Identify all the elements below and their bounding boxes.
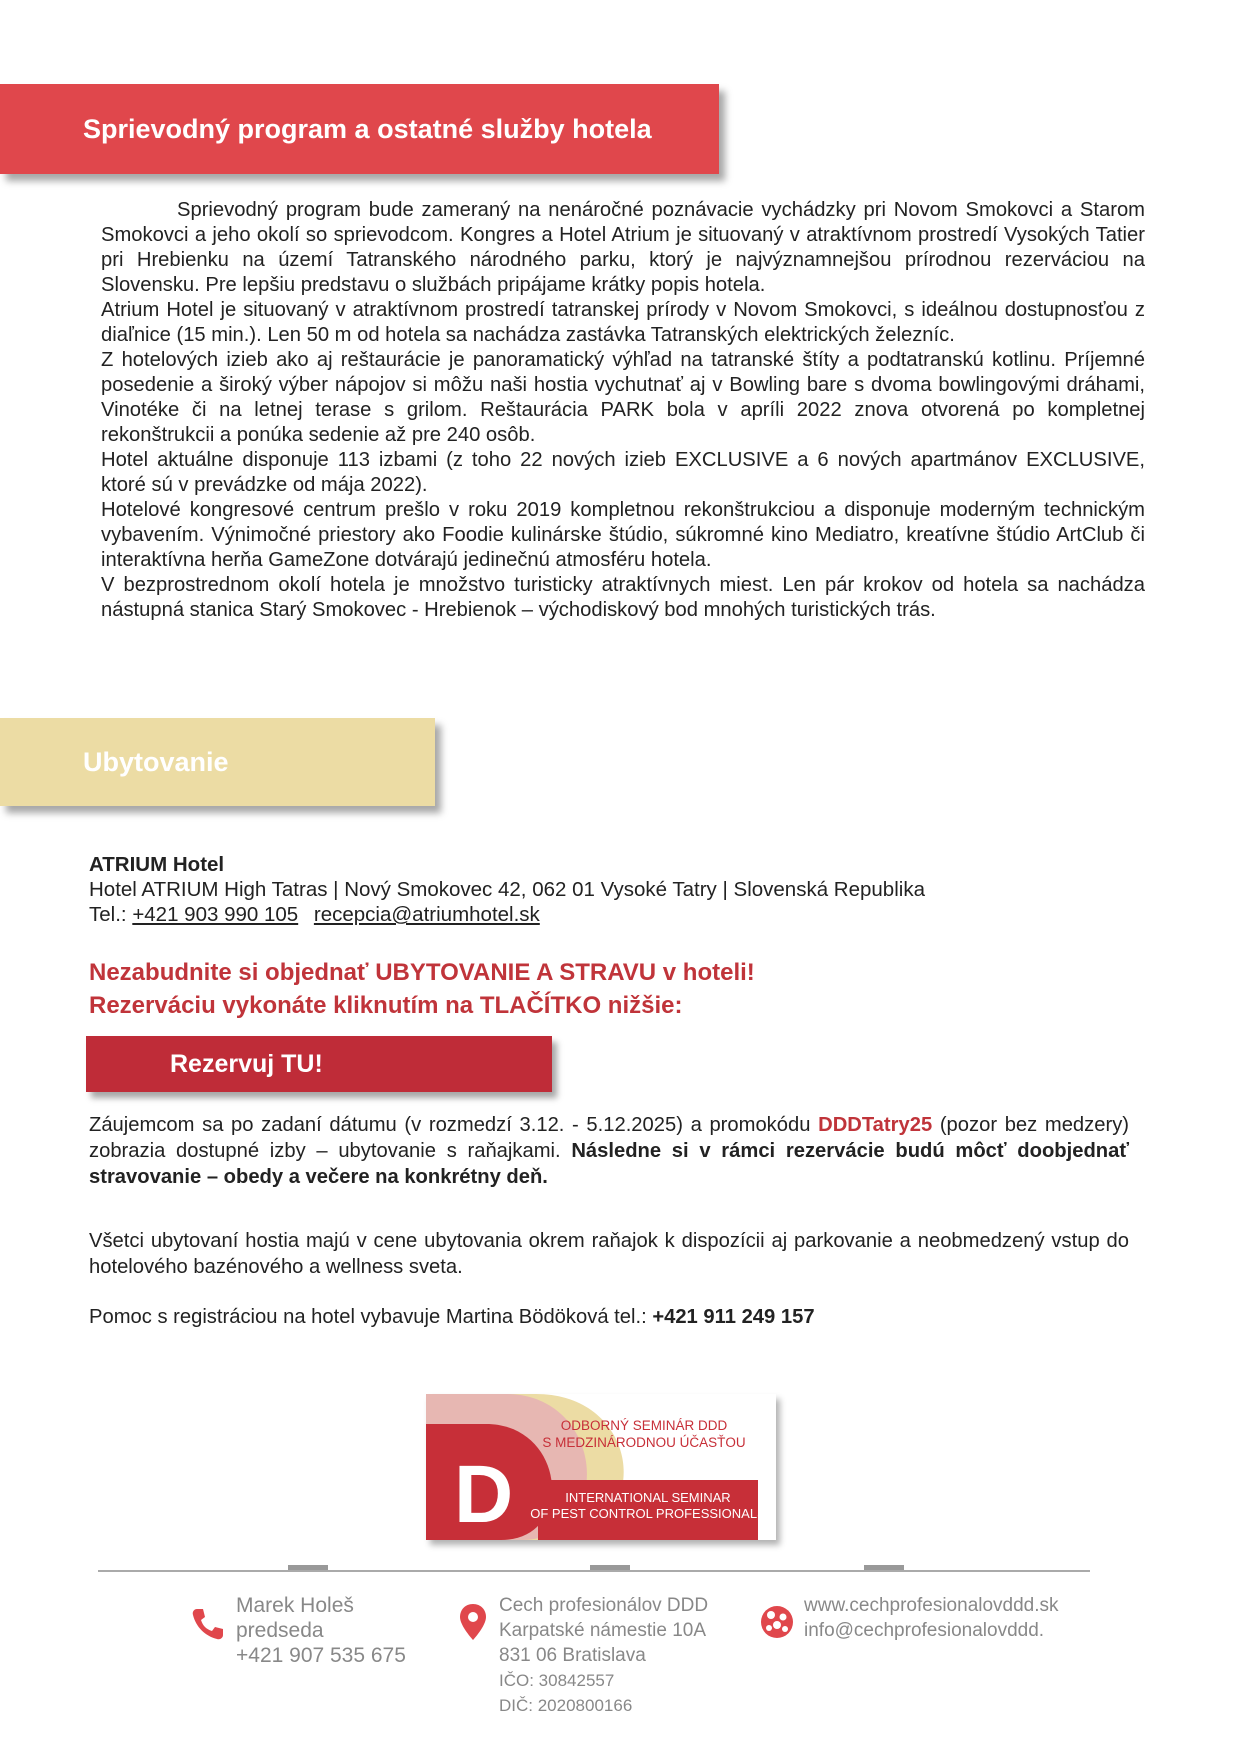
seminar-logo xyxy=(426,1394,776,1540)
footer-org: Cech profesionálov DDD xyxy=(499,1595,709,1616)
included-services-paragraph: Všetci ubytovaní hostia majú v cene ubytovania okrem raňajok k dispozícii aj parkovanie a neobmedzený vstup do hotelového bazénového a wellness sveta. xyxy=(89,1230,1129,1278)
footer-contact-phone[interactable]: +421 907 535 675 xyxy=(236,1644,406,1667)
program-text xyxy=(101,198,1145,623)
info-text: Záujemcom sa po zadaní dátumu (v rozmedzí 3.12. - 5.12.2025) a promokódu xyxy=(89,1114,811,1136)
hotel-name: ATRIUM Hotel xyxy=(89,853,225,876)
info-text: Pomoc s registráciou na hotel vybavuje Martina Bödöková tel.: xyxy=(89,1306,647,1328)
reserve-button-label: Rezervuj TU! xyxy=(170,1049,323,1078)
footer-web xyxy=(804,1593,1059,1643)
logo-line-4: OF PEST CONTROL PROFESSIONALS xyxy=(530,1506,766,1521)
globe-icon xyxy=(759,1604,795,1645)
location-pin-icon xyxy=(459,1603,487,1646)
hotel-email-link[interactable]: recepcia@atriumhotel.sk xyxy=(313,903,540,926)
hotel-phone-link[interactable]: +421 903 990 105 xyxy=(132,903,299,926)
hotel-address: Hotel ATRIUM High Tatras | Nový Smokovec 42, 062 01 Vysoké Tatry | Slovenská Republika xyxy=(89,878,925,901)
tel-label: Tel.: xyxy=(89,903,127,926)
registration-phone: +421 911 249 157 xyxy=(652,1306,815,1328)
notice-line-1: Nezabudnite si objednať UBYTOVANIE A STRAVU v hoteli! xyxy=(89,959,755,986)
phone-icon xyxy=(190,1606,226,1647)
program-paragraph: Atrium Hotel je situovaný v atraktívnom prostredí tatranskej prírody v Novom Smokovci, s ideálnou dostupnosťou z diaľnice (15 min.). Len 50 m od hotela sa nachádza zastávka Tatranských elektrických železníc. xyxy=(101,299,1145,346)
hotel-contact xyxy=(89,852,925,927)
logo-line-3: INTERNATIONAL SEMINAR xyxy=(565,1490,731,1505)
info-text-bold: Následne si v rámci rezervácie budú môcť doobjednať stravovanie – obedy a večere na konkrétny deň. xyxy=(89,1140,1130,1188)
footer-contact-name: Marek Holeš xyxy=(236,1594,354,1617)
booking-notice xyxy=(89,956,755,1022)
program-paragraph: Sprievodný program bude zameraný na nenáročné poznávacie vychádzky pri Novom Smokovci a Starom Smokovci a jeho okolí so sprievodcom. Kongres a Hotel Atrium je situovaný v atraktívnom prostredí Vysokých Tatier pri Hrebienku na území Tatranského národného parku, ktorý je najvýznamnejšou prírodnou rezerváciou na Slovensku. Pre lepšiu predstavu o službách pripájame krátky popis hotela. xyxy=(101,199,1145,296)
section-title-accommodation: Ubytovanie xyxy=(83,746,229,777)
footer-contact-role: predseda xyxy=(236,1619,324,1642)
program-paragraph: Z hotelových izieb ako aj reštaurácie je panoramatický výhľad na tatranské štíty a podtatranskú kotlinu. Príjemné posedenie a široký výber nápojov si môžu naši hostia vychutnať aj v Bowling bare s dvoma bowlingovými dráhami, Vinotéke či na letnej terase s grilom. Reštaurácia PARK bola v apríli 2022 znova otvorená po kompletnej rekonštrukcii a ponúka sedenie až pre 240 osôb. xyxy=(101,349,1145,446)
footer-divider-tick xyxy=(288,1565,328,1570)
booking-info-paragraph xyxy=(89,1112,1129,1190)
registration-help-paragraph xyxy=(89,1304,1129,1330)
footer-ico: IČO: 30842557 xyxy=(499,1671,615,1690)
footer-contact xyxy=(236,1593,406,1668)
program-paragraph: V bezprostrednom okolí hotela je množstvo turisticky atraktívnych miest. Len pár krokov od hotela sa nachádza nástupná stanica Starý Smokovec - Hrebienok – východiskový bod mnohých turistických trás. xyxy=(101,574,1145,621)
footer-street: Karpatské námestie 10A xyxy=(499,1620,707,1641)
footer-divider xyxy=(98,1570,1090,1572)
footer-dic: DIČ: 2020800166 xyxy=(499,1696,633,1715)
section-banner-accommodation xyxy=(0,718,435,806)
footer-divider-tick xyxy=(864,1565,904,1570)
program-paragraph: Hotel aktuálne disponuje 113 izbami (z toho 22 nových izieb EXCLUSIVE a 6 nových apartmánov EXCLUSIVE, ktoré sú v prevádzke od mája 2022). xyxy=(101,449,1145,496)
footer-city: 831 06 Bratislava xyxy=(499,1645,646,1666)
logo-line-1: ODBORNÝ SEMINÁR DDD xyxy=(560,1418,728,1433)
section-banner-program xyxy=(0,84,719,174)
footer-website-link[interactable]: www.cechprofesionalovddd.sk xyxy=(804,1595,1059,1616)
notice-line-2: Rezerváciu vykonáte kliknutím na TLAČÍTKO nižšie: xyxy=(89,992,683,1019)
promo-code: DDDTatry25 xyxy=(818,1114,933,1136)
footer-address xyxy=(499,1593,708,1718)
footer-divider-tick xyxy=(590,1565,630,1570)
seminar-logo-graphic xyxy=(426,1394,776,1540)
info-text: (pozor bez medzery) zobrazia dostupné izby – ubytovanie s raňajkami. xyxy=(89,1114,1130,1162)
logo-line-2: S MEDZINÁRODNOU ÚČASŤOU xyxy=(542,1435,746,1450)
program-paragraph: Hotelové kongresové centrum prešlo v roku 2019 kompletnou rekonštrukciou a disponuje moderným technickým vybavením. Výnimočné priestory ako Foodie kulinárske štúdio, súkromné kino Mediatro, kreatívne štúdio ArtClub či interaktívna herňa GameZone dotvárajú jedinečnú atmosféru hotela. xyxy=(101,499,1145,571)
section-title-program: Sprievodný program a ostatné služby hotela xyxy=(83,113,652,144)
reserve-button[interactable] xyxy=(86,1036,552,1092)
logo-letter: D xyxy=(454,1449,514,1540)
footer-email-link[interactable]: info@cechprofesionalovddd. xyxy=(804,1620,1045,1641)
hotel-tel-line xyxy=(89,902,925,927)
